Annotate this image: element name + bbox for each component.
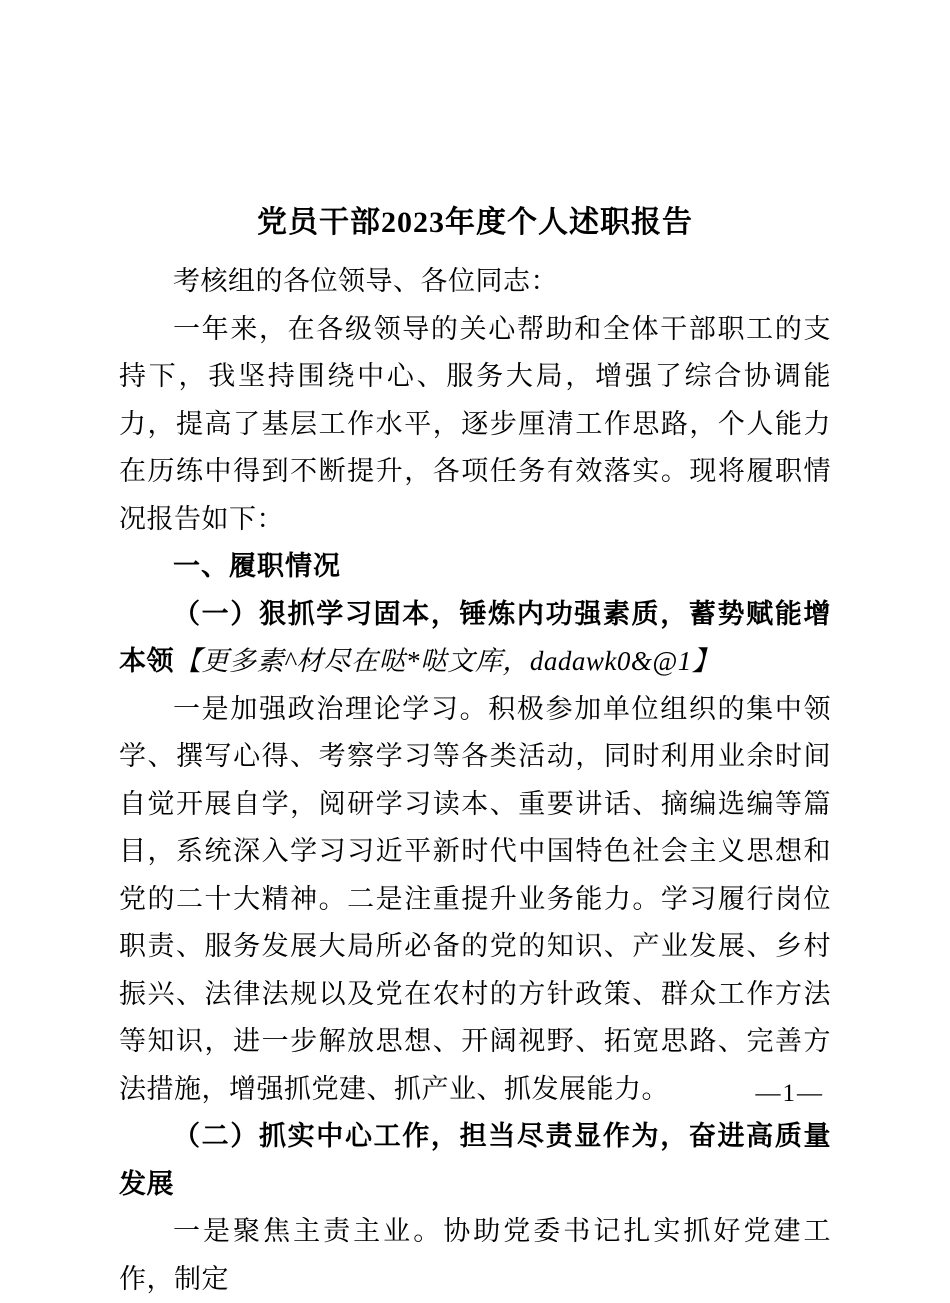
document-title: 党员干部2023年度个人述职报告 — [257, 206, 693, 239]
subsection-1-2-body: 一是聚焦主责主业。协助党委书记扎实抓好党建工作，制定 — [119, 1216, 831, 1294]
salutation-line: 考核组的各位领导、各位同志： — [173, 266, 558, 296]
subsection-1-1-title: （一）狠抓学习固本，锤炼内功强素质，蓄势赋能增本领 — [119, 598, 831, 676]
watermark-note: 【更多素^材尽在哒*哒文库，dadawk0&@1】 — [174, 646, 720, 676]
subsection-heading-1-1 — [119, 591, 831, 686]
subsection-heading-1-2: （二）抓实中心工作，担当尽责显作为，奋进高质量发展 — [119, 1121, 831, 1199]
page-number: —1— — [755, 1080, 824, 1107]
subsection-1-1-body: 一是加强政治理论学习。积极参加单位组织的集中领学、撰写心得、考察学习等各类活动，同时利用业余时间自觉开展自学，阅研学习读本、重要讲话、摘编选编等篇目，系统深入学习习近平新时代中国特色社会主义思想和党的二十大精神。二是注重提升业务能力。学习履行岗位职责、服务发展大局所必备的党的知识、产业发展、乡村振兴、法律法规以及党在农村的方针政策、群众工作方法等知识，进一步解放思想、开阔视野、拓宽思路、完善方法措施，增强抓党建、抓产业、抓发展能力。 — [119, 693, 831, 1104]
intro-paragraph: 一年来，在各级领导的关心帮助和全体干部职工的支持下，我坚持围绕中心、服务大局，增强了综合协调能力，提高了基层工作水平，逐步厘清工作思路，个人能力在历练中得到不断提升，各项任务有效落实。现将履职情况报告如下： — [119, 313, 831, 534]
section-heading-1: 一、履职情况 — [173, 551, 341, 581]
